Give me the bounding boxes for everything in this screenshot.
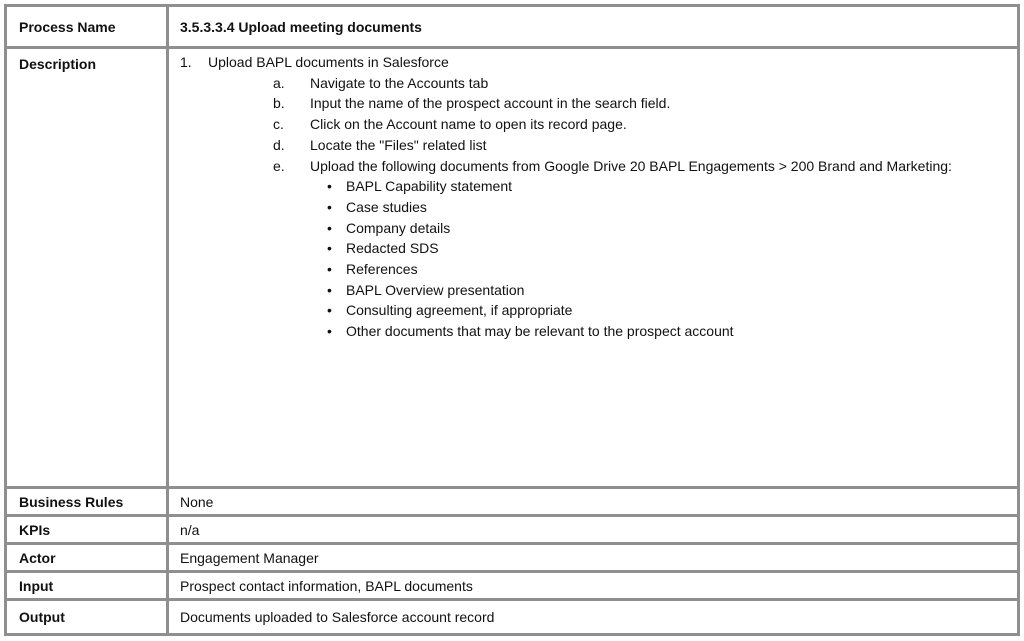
list-marker: a.: [273, 74, 285, 91]
list-marker: •: [327, 178, 332, 195]
list-text: Upload BAPL documents in Salesforce: [208, 54, 449, 70]
list-text: Other documents that may be relevant to the prospect account: [346, 323, 734, 340]
list-text: Click on the Account name to open its record page.: [310, 116, 627, 133]
list-text: Redacted SDS: [346, 240, 439, 257]
row-value-text: Prospect contact information, BAPL documents: [180, 577, 473, 594]
output-label: [4, 598, 169, 636]
list-text: Input the name of the prospect account in the search field.: [310, 95, 671, 112]
list-text: Company details: [346, 219, 451, 236]
list-text: References: [346, 261, 418, 277]
row-value-text: None: [180, 493, 214, 510]
description-label: [4, 46, 169, 489]
list-marker: b.: [273, 95, 285, 112]
row-label-text: KPIs: [19, 521, 51, 538]
list-text: Locate the "Files" related list: [310, 136, 487, 153]
list-marker: 1.: [180, 54, 192, 70]
list-marker: c.: [273, 116, 284, 133]
row-value-text: Engagement Manager: [180, 549, 319, 566]
business-rules-value: [166, 486, 1020, 517]
list-marker: •: [327, 240, 332, 257]
list-marker: •: [327, 281, 332, 298]
actor-label: [4, 542, 169, 573]
row-value-text: Documents uploaded to Salesforce account record: [180, 609, 495, 625]
output-value: [166, 598, 1020, 636]
list-marker: •: [327, 219, 332, 236]
row-label-text: Description: [19, 56, 97, 72]
row-label-text: Process Name: [19, 18, 116, 35]
row-label-text: Input: [19, 577, 54, 594]
list-marker: •: [327, 302, 332, 319]
row-label-text: Output: [19, 609, 65, 625]
list-marker: d.: [273, 136, 285, 153]
row-value-text: 3.5.3.3.4 Upload meeting documents: [180, 18, 422, 35]
input-value: [166, 570, 1020, 601]
list-marker: •: [327, 198, 332, 215]
actor-value: [166, 542, 1020, 573]
business-rules-label: [4, 486, 169, 517]
list-text: Navigate to the Accounts tab: [310, 74, 489, 91]
row-label-text: Business Rules: [19, 493, 124, 510]
input-label: [4, 570, 169, 601]
process-name-value: [166, 4, 1020, 49]
list-marker: •: [327, 261, 332, 277]
list-text: Consulting agreement, if appropriate: [346, 302, 573, 319]
list-text: Upload the following documents from Google Drive 20 BAPL Engagements > 200 Brand and Marketing:: [310, 157, 952, 174]
list-marker: •: [327, 323, 332, 340]
process-name-label: [4, 4, 169, 49]
list-text: BAPL Overview presentation: [346, 281, 525, 298]
kpis-label: [4, 514, 169, 545]
row-label-text: Actor: [19, 549, 56, 566]
kpis-value: [166, 514, 1020, 545]
list-text: BAPL Capability statement: [346, 178, 513, 195]
description-value: [166, 46, 1020, 489]
list-marker: e.: [273, 157, 285, 174]
row-value-text: n/a: [180, 521, 200, 538]
list-text: Case studies: [346, 198, 427, 215]
